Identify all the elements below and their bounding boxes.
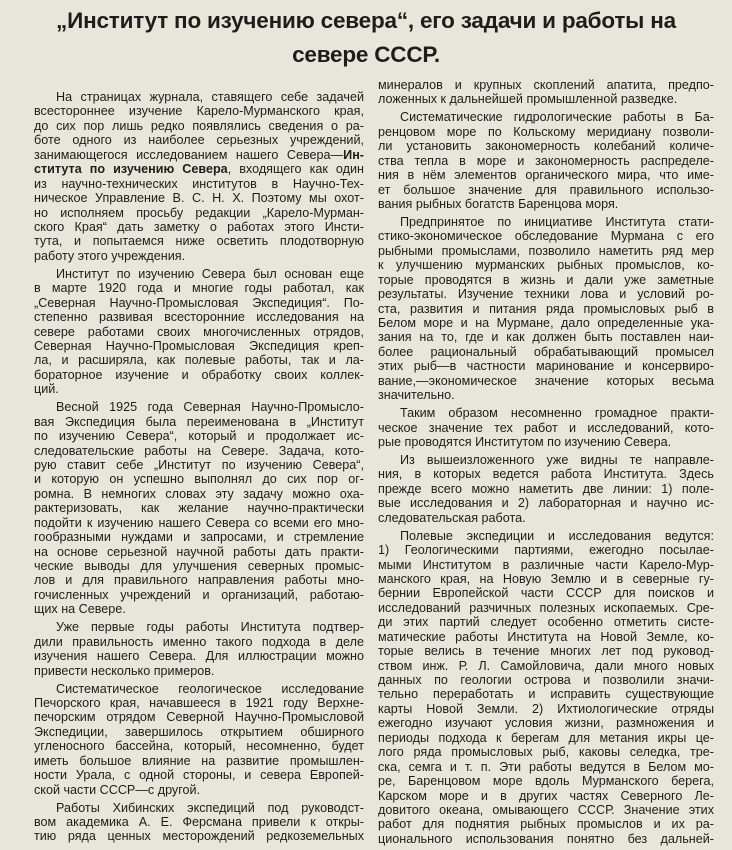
text-line: ска, семга и т. п. Эти работы ведутся в Белом мо-: [378, 759, 714, 774]
text-line: этих рыб—в частности маринование и консервиро-: [378, 359, 714, 374]
article-title: [0, 4, 732, 72]
text-line: ромна. В немногих словах эту задачу можно оха-: [34, 486, 364, 501]
text-line: Уже первые годы работы Института подтвер-: [56, 620, 364, 635]
text-line: ежегодно изучают условия жизни, размножения и: [378, 716, 714, 731]
text-line: торые велись в течение многих лет под руковод-: [378, 644, 714, 659]
text-line: ций.: [34, 382, 59, 397]
text-line: всестороннее изучение Карело-Мурманского края,: [34, 104, 364, 119]
text-line: рактеризовать, как желание научно-практически: [34, 501, 364, 516]
text-line: бораторное изучение и обработку своих коллек-: [34, 367, 364, 382]
text-line: ционального использования понятно без дальней-: [378, 831, 714, 846]
text-line: Предпринятое по инициативе Института стати-: [400, 214, 714, 229]
text-line: вая Экспедиция была переименована в „Институт: [34, 414, 364, 429]
right-column: [378, 78, 714, 850]
text-line: торые проводятся в жизнь и дали уже заметные: [378, 272, 714, 287]
text-line: из научно-технических институтов в Научно-Тех-: [34, 176, 364, 191]
text-line: гочисленных учреждений и организаций, работаю-: [34, 587, 364, 602]
text-line: ческие выводы для улучшения северных промыс-: [34, 559, 364, 573]
text-line: угленосного бассейна, который, несомненно, будет: [34, 739, 364, 754]
text-line: ла, и расширяла, как полевые работы, так и ла-: [34, 353, 364, 368]
text-line: вание,—экономическое значение которых весьма: [378, 373, 714, 388]
text-line: ста, развития и питания ряда промысловых рыб в: [378, 301, 714, 316]
text-line: На страницах журнала, ставящего себе задачей: [56, 90, 364, 104]
paragraph: [378, 406, 714, 449]
text-line: Систематическое геологическое исследование: [56, 681, 364, 696]
text-line: щих на Севере.: [34, 602, 126, 617]
paragraph: [378, 215, 714, 403]
paragraph: [34, 400, 364, 617]
text-line: гообразными нуждами и запросами, и стремление: [34, 530, 364, 545]
text-line: печорским отрядом Северной Научно-Промысловой: [34, 710, 364, 725]
text-line: Печорского края, начавшееся в 1921 году Верхне-: [34, 695, 364, 710]
text-line: довитого океана, омывающего СССР. Значение этих: [378, 802, 714, 817]
text-line: по изучению Севера“, который и продолжает ис-: [34, 429, 364, 444]
text-line: вые исследования и 2) лабораторная и научно ис-: [378, 496, 714, 511]
text-line: Весной 1925 года Северная Научно-Промысло-: [56, 400, 364, 415]
text-line: результаты. Изучение техники лова и условий ро-: [378, 287, 714, 302]
paragraph: [34, 90, 364, 263]
text-line: подойти к изучению нашего Севера со всеми его мно-: [34, 515, 364, 530]
text-line: ства тепла в море и закономерность распределе-: [378, 153, 714, 168]
paragraph: [378, 110, 714, 211]
text-line: на основе серьезной научной работы дать практи-: [34, 544, 364, 559]
text-line: рыбными промыслами, позволило наметить ряд мер: [378, 243, 714, 258]
text-line: Из вышеизложенного уже видны те направле-: [400, 452, 714, 467]
text-line: но исполняем просьбу редакции „Карело-Мурман-: [34, 205, 364, 220]
text-line: Северная Научно-Промысловая Экспедиция креп-: [34, 338, 364, 353]
text-line: следовательские работы на Севере. Задача, кото-: [34, 443, 364, 458]
text-line: в марте 1920 года и многие годы работал, как: [34, 281, 364, 296]
left-column: [34, 90, 364, 847]
text-line: исследований разчичных полезных ископаемых. Сре-: [378, 600, 714, 615]
text-line: степенно развивая всесторонние исследования на: [34, 310, 364, 325]
text-line: Работы Хибинских экспедиций под руководст-: [56, 800, 364, 815]
text-line: Институт по изучению Севера был основан еще: [56, 266, 364, 281]
text-line: рые проводятся Институтом по изучению Севера.: [378, 435, 672, 449]
text-line: лов и для правильного направления работы мно-: [34, 573, 364, 588]
text-line: ли установить закономерность колебаний количе-: [378, 139, 714, 154]
text-line: ди этих партий следует особенно отметить систе-: [378, 615, 714, 630]
text-line: ет большое значение для правильного использо-: [378, 182, 714, 197]
text-line: ническое Управление В. С. Н. Х. Поэтому мы охот-: [34, 191, 364, 206]
text-line: Карском море и в других частях Северного Ле-: [378, 788, 714, 803]
text-line: лого ряда промысловых рыб, каковы селедка, тре-: [378, 745, 714, 760]
text-line: [34, 162, 364, 176]
text-segment: , входящего как один: [227, 162, 364, 177]
text-line: Полевые экспедиции и исследования ведутся:: [400, 528, 714, 543]
text-line: ния, в которых ведется работа Института. Здесь: [378, 467, 714, 482]
text-line: „Северная Научно-Промысловая Экспедиция“. По-: [34, 295, 364, 310]
bold-text: Ин-: [343, 147, 364, 162]
text-line: Систематические гидрологические работы в Ба-: [400, 110, 714, 125]
text-line: мыми Институтом в различные части Карело-Мур-: [378, 557, 714, 572]
bold-text: ститута по изучению Севера: [34, 162, 228, 177]
text-line: стико-экономическое обследование Мурмана с его: [378, 229, 714, 244]
text-line: привести несколько примеров.: [34, 663, 215, 678]
text-line: работу этого учреждения.: [34, 248, 186, 263]
text-line: следовательская работа.: [378, 510, 526, 525]
text-line: Таким образом несомненно громадное практи-: [400, 406, 714, 421]
text-line: зания на то, где и как должен быть поставлен наи-: [378, 330, 714, 345]
text-line: 1) Геологическими партиями, ежегодно посылае-: [378, 543, 714, 558]
paragraph: [34, 620, 364, 678]
text-line: [34, 148, 364, 162]
text-line: бернии Европейской части СССР для поисков и: [378, 586, 714, 601]
text-line: дили правильность именно такого подхода в деле: [34, 634, 364, 649]
text-line: иметь большое влияние на развитие промышлен-: [34, 753, 364, 768]
text-line: ческое значение тех работ и исследований, кото-: [378, 420, 714, 435]
text-line: прежде всего можно наметить две линии: 1) поле-: [378, 481, 714, 496]
text-line: Экспедиции, завершилось открытием обширного: [34, 724, 364, 739]
paragraph: [34, 267, 364, 397]
text-line: периоды подхода к берегам для метания икры це-: [378, 730, 714, 745]
text-line: ской части СССР—с другой.: [34, 782, 201, 797]
title-line-1: „Институт по изучению севера“, его задачи и работы на: [56, 8, 676, 33]
paragraph: [34, 801, 364, 844]
text-line: работ для поднятия рыбных промыслов и их ра-: [378, 817, 714, 832]
text-line: матические работы Института на Новой Земле, ко-: [378, 629, 714, 644]
paragraph: [378, 543, 714, 846]
paragraph: [378, 453, 714, 525]
title-line-2: севере СССР.: [292, 42, 440, 67]
text-line: более рациональный обрабатывающий промысел: [378, 344, 714, 359]
text-line: карты Новой Земли. 2) Ихтиологические отряды: [378, 701, 714, 716]
text-line: ности Урала, с одной стороны, и севера Европей-: [34, 768, 364, 783]
text-line: к улучшению мурманских рыбных промыслов, ко-: [378, 258, 714, 273]
text-line: тельно переработать и исправить существующие: [378, 687, 714, 702]
text-line: ского Края“ дать заметку о работах этого Инсти-: [34, 219, 364, 234]
text-line: до сих пор лишь редко появлялись сведения о ра-: [34, 118, 364, 133]
text-line: изучения нашего Севера. Для иллюстрации можно: [34, 649, 364, 664]
text-segment: занимающегося исследованием нашего Севера—: [34, 147, 344, 162]
text-line: ния в нём элементов органического мира, что име-: [378, 168, 714, 183]
text-line: данных по геологии острова и позволили значи-: [378, 673, 714, 687]
text-line: вом академика А. Е. Ферсмана привели к откры-: [34, 814, 364, 829]
text-line: ре, Баренцовом море вдоль Мурманского берега,: [378, 774, 714, 789]
text-line: значительно.: [378, 388, 455, 403]
text-line: минералов и крупных скоплений апатита, предпо-: [378, 78, 714, 92]
text-line: и которую он успешно выполнял до сих пор ог-: [34, 472, 364, 487]
text-line: рую ставит себе „Институт по изучению Севера“,: [34, 457, 364, 472]
text-line: вания рыбных богатств Баренцова моря.: [378, 197, 619, 211]
text-line: севере работами своих многочисленных отрядов,: [34, 324, 364, 339]
text-line: ством инж. Р. Л. Самойловича, дали много новых: [378, 658, 714, 673]
text-line: ренцовом море по Кольскому меридиану позволи-: [378, 124, 714, 139]
text-line: боте одного из наиболее серьезных учреждений,: [34, 133, 364, 148]
text-line: тию ряда ценных месторождений редкоземельных: [34, 829, 364, 844]
text-line: тута, и попытаемся ниже осветить плодотворную: [34, 234, 364, 249]
paragraph: [378, 529, 714, 543]
paragraph: [378, 78, 714, 107]
paragraph: [34, 682, 364, 798]
text-line: ложенных к дальнейшей промышленной разведке.: [378, 92, 678, 107]
text-line: манского края, на Новую Землю и в северные гу-: [378, 571, 714, 586]
text-line: Белом море и на Мурмане, дало определенные ука-: [378, 316, 714, 330]
